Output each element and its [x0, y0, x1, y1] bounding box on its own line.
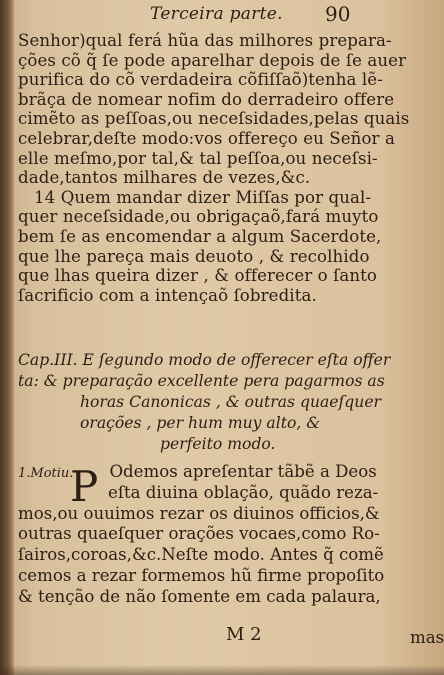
running-head: Terceira parte.: [150, 4, 283, 24]
text-line: ções cõ q̃ ſe pode aparelhar depois de ſe auer: [18, 50, 407, 70]
chapter-line: Cap.III. E ſegundo modo de offerecer eſta offer: [18, 351, 391, 369]
text-line: elle meſmo,por tal,& tal peſſoa,ou neceſsi-: [18, 148, 378, 168]
page-header: [150, 4, 440, 28]
text-line: cimẽto as peſſoas,ou neceſsidades,pelas quais: [18, 109, 410, 129]
binding-gutter: [0, 0, 14, 675]
text-line: dade,tantos milhares de vezes,&c.: [18, 168, 311, 188]
page-footer: [18, 624, 444, 648]
body-paragraphs: [18, 31, 438, 305]
text-line: cemos a rezar formemos hũ firme propoſito: [18, 565, 385, 585]
chapter-line: orações , per hum muy alto, &: [80, 414, 321, 432]
chapter-line: perfeito modo.: [160, 435, 276, 453]
text-line: celebrar,deſte modo:vos offereço eu Señor a: [18, 128, 395, 148]
drop-cap: P: [70, 462, 99, 511]
chapter-line: ta: & preparação excellente pera pagarmos as: [18, 372, 385, 390]
text-line: ſacrificio com a intençaõ ſobredita.: [18, 285, 317, 305]
text-line: Odemos apreſentar tãbẽ a Deos: [109, 462, 377, 481]
text-line: purifica do cõ verdadeira cõfiſſaõ)tenha lẽ-: [18, 70, 383, 90]
page-edge-shadow: [0, 665, 444, 675]
text-line: que lhe pareça mais deuoto , & recolhido: [18, 246, 370, 266]
chapter-line: horas Canonicas , & outras quaeſquer: [80, 393, 382, 411]
text-line: outras quaeſquer orações vocaes,como Ro-: [18, 524, 380, 544]
text-line: & tenção de não ſomente em cada palaura,: [18, 586, 381, 606]
catchword: mas: [410, 628, 444, 647]
signature-mark: M 2: [226, 624, 262, 645]
margin-note: 1.Motiu.: [18, 466, 74, 481]
page-number: 90: [325, 2, 351, 26]
text-line: eſta diuina oblação, quãdo reza-: [108, 482, 379, 502]
text-line: Senhor)qual ferá hũa das milhores prepara-: [18, 31, 392, 50]
text-line: brãça de nomear nofim do derradeiro offere: [18, 89, 395, 109]
text-line: 14 Quem mandar dizer Miſſas por qual-: [34, 187, 372, 207]
chapter-heading: [18, 350, 438, 455]
text-line: que lhas queira dizer , & offerecer o ſanto: [18, 266, 378, 286]
text-line: mos,ou ouuimos rezar os diuinos officios,&: [18, 503, 380, 523]
text-line: quer neceſsidade,ou obrigaçaõ,fará muyto: [18, 207, 379, 227]
text-line: ſairos,coroas,&c.Neſte modo. Antes q̃ comẽ: [18, 545, 384, 565]
text-line: bem ſe as encomendar a algum Sacerdote,: [18, 226, 382, 246]
